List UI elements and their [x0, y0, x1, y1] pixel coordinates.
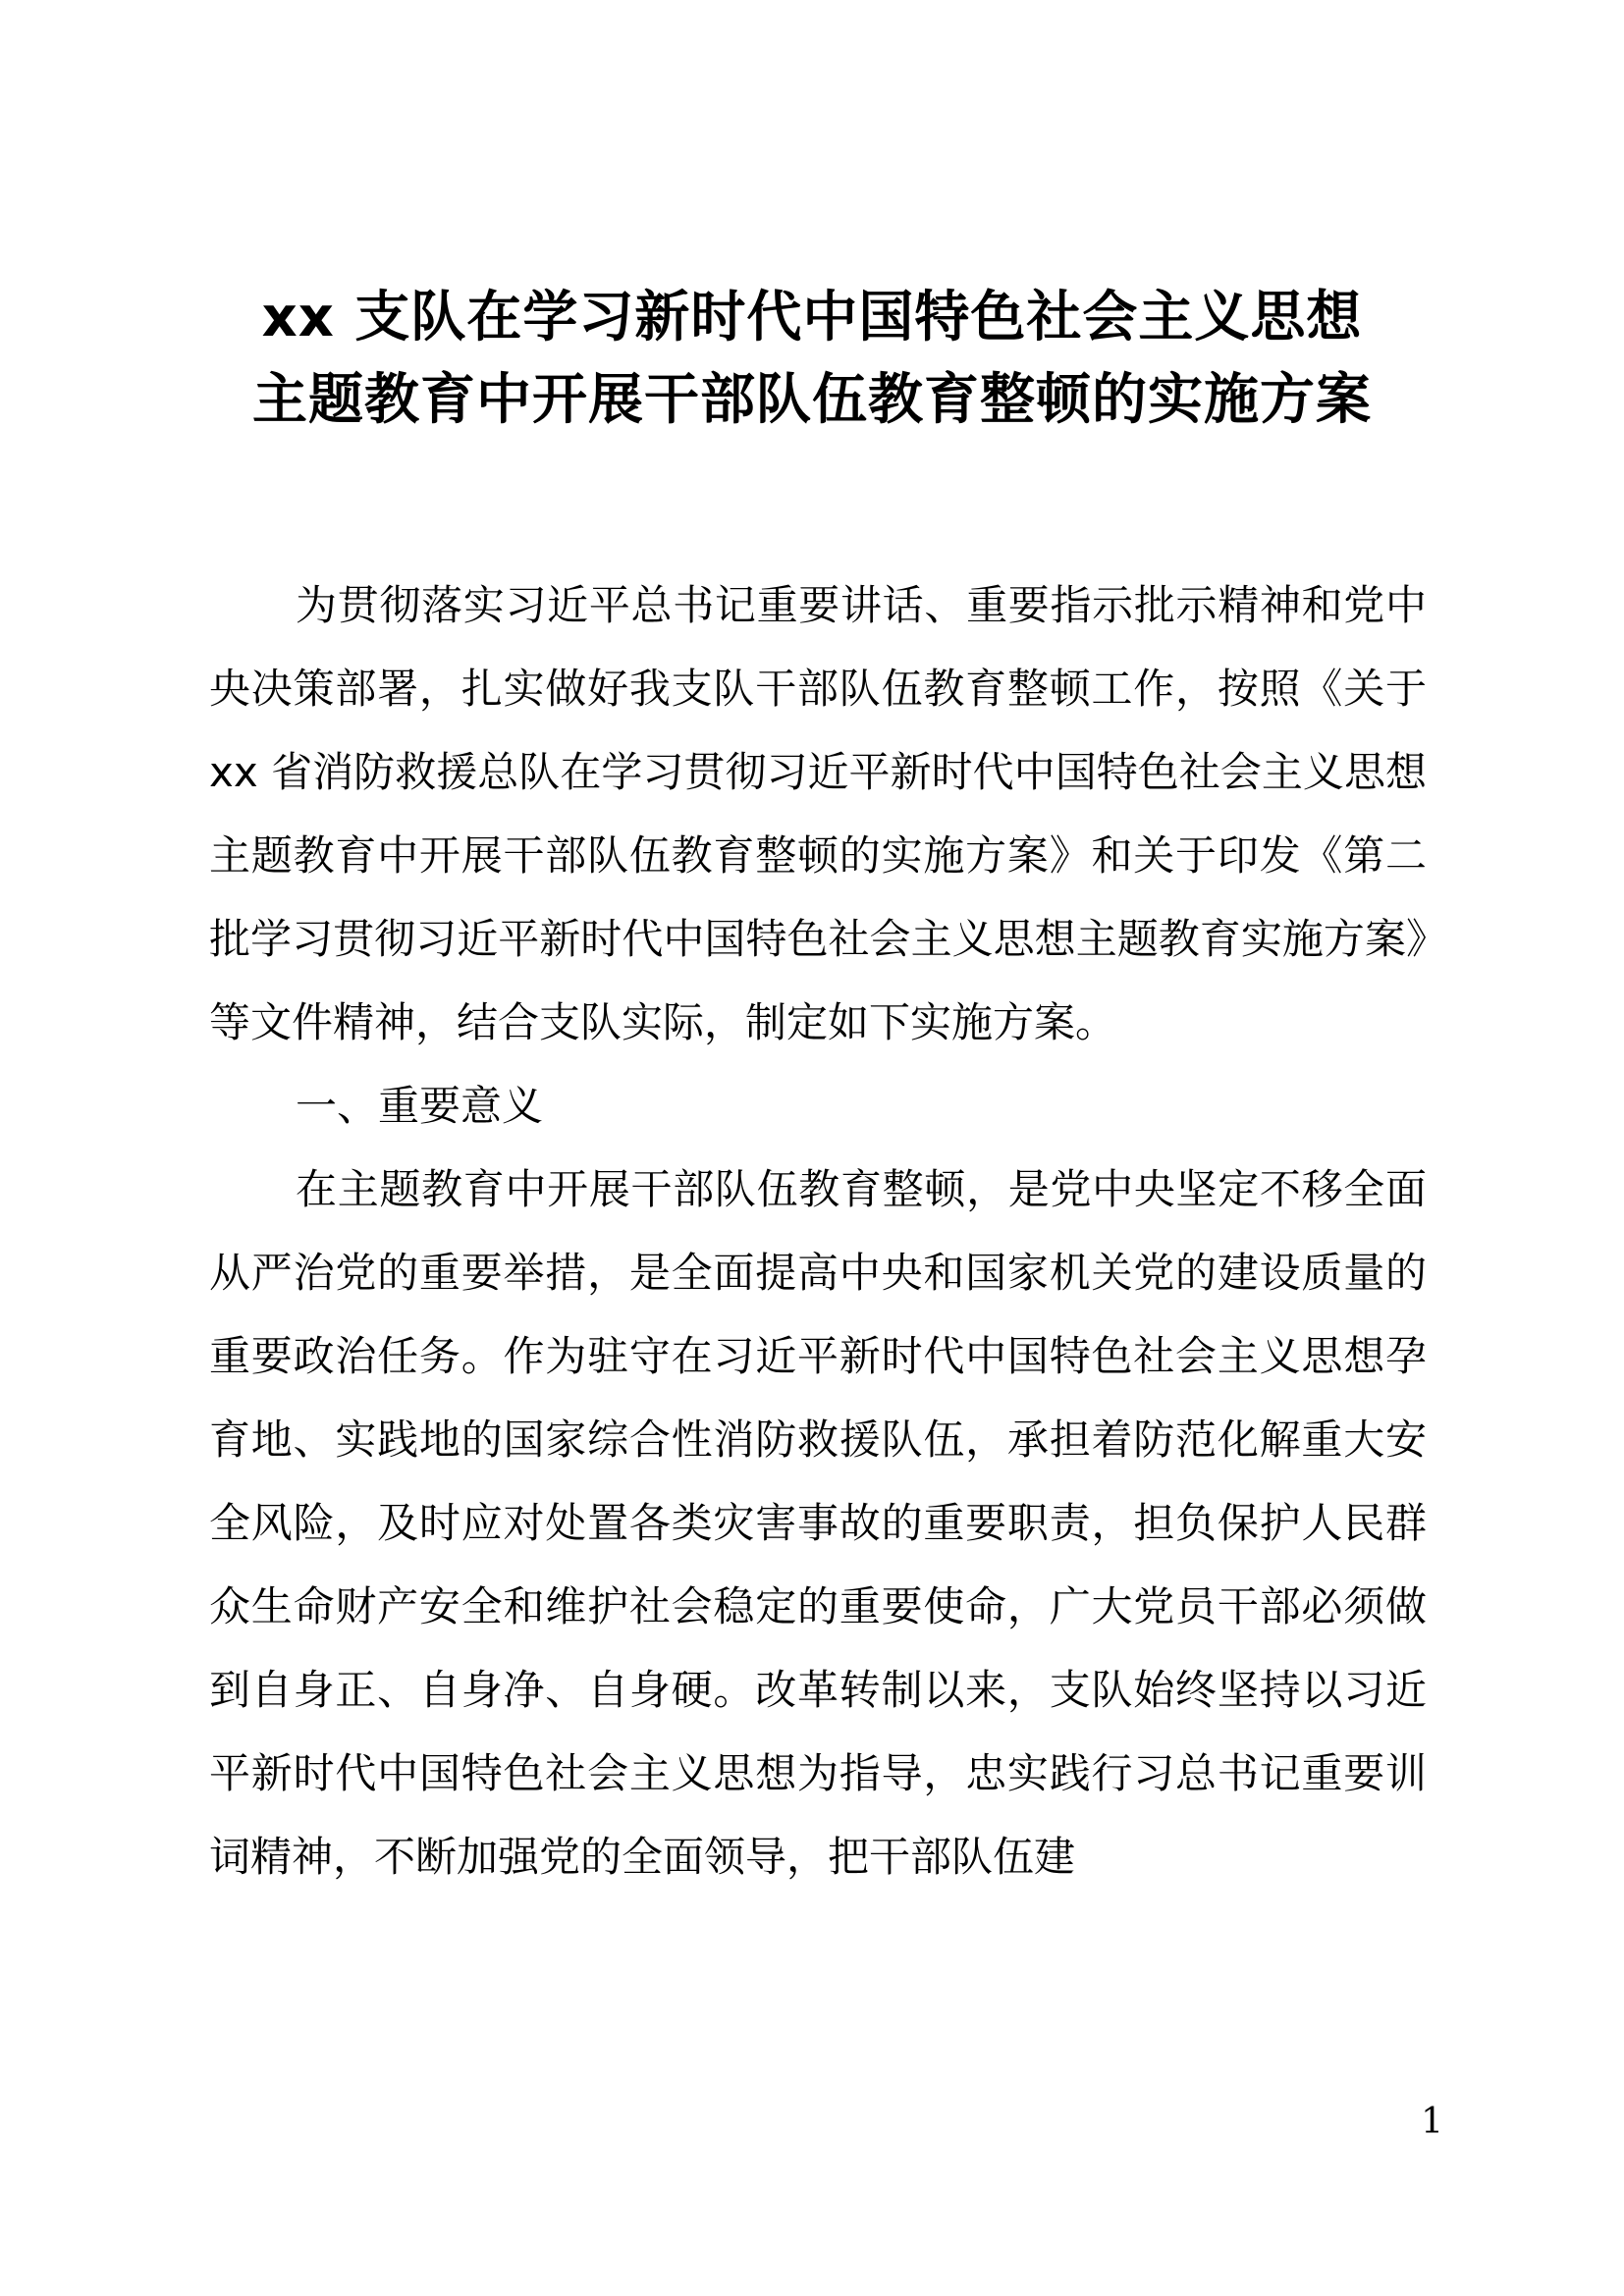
document-title	[147, 277, 1477, 442]
section-heading: 一、重要意义	[296, 1082, 544, 1130]
title-line-1: xx 支队在学习新时代中国特色社会主义思想	[261, 286, 1363, 349]
section-paragraph: 在主题教育中开展干部队伍教育整顿，是党中央坚定不移全面从严治党的重要举措，是全面提高中央和国家机关党的建设质量的重要政治任务。作为驻守在习近平新时代中国特色社会主义思想孕育地、实践地的国家综合性消防救援队伍，承担着防范化解重大安全风险，及时应对处置各类灾害事故的重要职责，担负保护人民群众生命财产安全和维护社会稳定的重要使命，广大党员干部必须做到自身正、自身净、自身硬。改革转制以来，支队始终坚持以习近平新时代中国特色社会主义思想为指导，忠实践行习总书记重要训词精神，不断加强党的全面领导，把干部队伍建	[209, 1165, 1427, 1881]
title-line-2: 主题教育中开展干部队伍教育整顿的实施方案	[252, 368, 1372, 432]
intro-paragraph: 为贯彻落实习近平总书记重要讲话、重要指示批示精神和党中央决策部署，扎实做好我支队干部队伍教育整顿工作，按照《关于 xx 省消防救援总队在学习贯彻习近平新时代中国特色社会主义思想主题教育中开展干部队伍教育整顿的实施方案》和关于印发《第二批学习贯彻习近平新时代中国特色社会主义思想主题教育实施方案》等文件精神，结合支队实际，制定如下实施方案。	[209, 581, 1427, 1046]
page-number: 1	[1421, 2102, 1443, 2142]
document-body	[209, 563, 1427, 1898]
